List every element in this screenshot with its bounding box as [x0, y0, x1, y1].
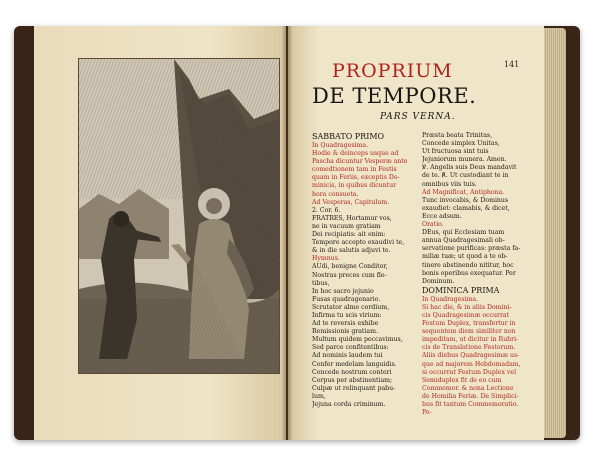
- text-line: Multum quidem peccavimus,: [312, 336, 403, 344]
- text-line: servatione purificas: præsta fa-: [422, 245, 521, 253]
- text-line: ℣. Angelis suis Deus mandavit: [422, 164, 517, 172]
- text-line: de Homilia Feriæ. De Simplici-: [422, 392, 519, 400]
- text-line: In Quadragesima.: [312, 142, 369, 149]
- text-line: si occurrat Festum Duplex vel: [422, 368, 517, 376]
- text-line: impeditam, ut dicitur in Rubri-: [422, 336, 519, 344]
- text-line: Ad Magnificat, Antiphona.: [422, 188, 505, 196]
- text-line: In hoc sacro jejunio: [312, 287, 374, 295]
- text-line: Tempore accepto exaudivi te,: [312, 239, 405, 247]
- text-line: omnibus viis tuis.: [422, 180, 477, 188]
- text-line: Pe-: [422, 409, 432, 417]
- text-line: In Quadragesima.: [422, 295, 479, 303]
- text-line: Dei recipiatis: ait enim:: [312, 231, 386, 239]
- text-line: exaudiet: clamabis, & dicet,: [422, 204, 510, 212]
- text-line: Sed parce confitentibus:: [312, 344, 389, 352]
- text-line: cis de Translatione Festorum.: [422, 344, 516, 352]
- text-line: de te. ℟. Ut custodiant te in: [422, 172, 509, 180]
- text-line: cis Quadragesimæ occurrat: [422, 311, 510, 319]
- subtitle-pars-verna: PARS VERNA.: [380, 112, 456, 122]
- text-line: annua Quadragesimali ob-: [422, 237, 505, 245]
- text-line: tibus,: [312, 279, 330, 287]
- engraving-christ-and-tempter: [79, 59, 279, 373]
- text-line: comedtionem tam in Festis: [312, 166, 397, 174]
- text-line: Aliis diebus Quadragesimæ us-: [422, 352, 520, 360]
- text-line: SABBATO PRIMO: [312, 132, 385, 141]
- title-proprium: PROPRIUM: [332, 60, 453, 82]
- text-line: DEus, qui Ecclesiam tuam: [422, 229, 505, 237]
- text-line: Pascha dicuntur Vesperæ ante: [312, 158, 408, 166]
- text-line: Tunc invocabis, & Dominus: [422, 196, 509, 204]
- text-line: bus fit tantum Commemoratio.: [422, 401, 519, 408]
- text-line: Ut fructuosa sint tuis: [422, 148, 489, 156]
- text-line: FRATRES, Hortamur vos,: [312, 214, 392, 222]
- right-page-content: [288, 26, 544, 440]
- text-line: & in die salutis adjuvi te.: [312, 247, 391, 255]
- engraving-plate: [78, 58, 280, 374]
- text-line: Commemor. & nona Lectione: [422, 384, 514, 392]
- text-line: Corpus per abstinentiam;: [312, 376, 393, 384]
- text-line: 2. Cor. 6.: [312, 206, 341, 214]
- text-line: DOMINICA PRIMA: [422, 285, 500, 295]
- text-line: tinere abstinendo nititur, hoc: [422, 261, 514, 269]
- text-column-left: [312, 132, 418, 409]
- text-line: Si hac die, & in aliis Domini-: [422, 303, 512, 311]
- text-line: Jejuniorum munera. Amen.: [422, 156, 507, 164]
- text-line: miliæ tuæ; ut quod a te ob-: [422, 253, 508, 261]
- text-line: Concede simplex Unitas,: [422, 140, 500, 148]
- text-line: Confer medelam languidis.: [312, 360, 397, 368]
- text-line: AUdi, benigne Conditor,: [312, 263, 388, 271]
- text-line: Jejuna corda criminum.: [312, 401, 386, 408]
- text-line: Concede nostrum conteri: [312, 368, 392, 376]
- text-line: hora consueta.: [312, 190, 359, 198]
- text-line: Infirma tu scis virium:: [312, 311, 382, 319]
- text-line: minicis, in quibus dicuntur: [312, 182, 397, 190]
- text-line: Semiduplex fit de eo cum: [422, 376, 502, 384]
- text-line: Præsta beata Trinitas,: [422, 132, 493, 139]
- text-line: quam in Feriis, exceptis Do-: [312, 174, 400, 182]
- text-line: Culpæ ut relinquant pabu-: [312, 384, 396, 392]
- text-line: Ad nominis laudem tui: [312, 352, 383, 360]
- text-line: que ad majorem Hebdomadam,: [422, 360, 521, 368]
- text-line: ne in vacuum gratiam: [312, 222, 381, 230]
- text-line: Ecce adsum.: [422, 212, 462, 220]
- text-line: Remissionis gratiam.: [312, 328, 378, 336]
- text-line: Hymnus.: [312, 255, 340, 263]
- text-line: Festum Duplex, transfertur in: [422, 320, 516, 328]
- text-line: Scrutator alme cordium,: [312, 303, 390, 311]
- text-line: Hodie & deinceps usque ad: [312, 150, 399, 158]
- text-column-right: [422, 132, 528, 417]
- text-line: Fusas quadragenario.: [312, 295, 381, 303]
- text-line: Ad te reversis exhibe: [312, 320, 379, 328]
- title-de-tempore: DE TEMPORE.: [312, 84, 477, 108]
- text-line: sequentem diem similiter non: [422, 328, 516, 336]
- text-line: Nostras preces cum fle-: [312, 271, 387, 279]
- text-line: Dominum.: [422, 277, 455, 285]
- page-number: 141: [504, 60, 520, 69]
- text-line: Oratio.: [422, 221, 444, 229]
- text-line: lum,: [312, 392, 326, 400]
- text-line: bonis operibus exequatur. Per: [422, 269, 516, 277]
- text-line: Ad Vesperas, Capitulum.: [312, 198, 390, 206]
